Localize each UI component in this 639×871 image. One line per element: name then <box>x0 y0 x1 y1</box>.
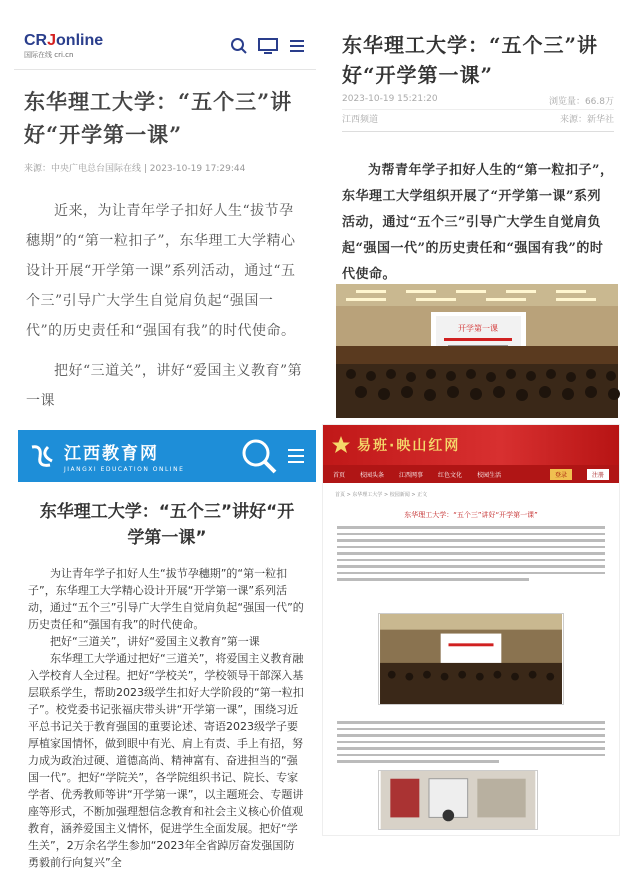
paragraph: 近来，为让青年学子扣好人生“拔节孕穗期”的“第一粒扣子”，东华理工大学精心设计开展“开学第一课”系列活动，通过“五个三”引导广大学生自觉肩负起“强国一代”的历史责任和“强国有我”的时代使命。 <box>26 203 296 340</box>
menu-icon[interactable] <box>288 37 306 55</box>
article-title: 东华理工大学：“五个三”讲好“开学第一课” <box>342 33 599 87</box>
view-count: 浏览量：66.8万 <box>548 97 614 107</box>
article-text-block <box>323 717 619 767</box>
article-meta: 来源：中央广电总台国际在线 | 2023-10-19 17:29:44 <box>24 164 246 175</box>
article-title: 东华理工大学：“五个三”讲好“开学第一课” <box>24 89 293 147</box>
jxedu-article-panel <box>18 430 316 869</box>
nav-item[interactable]: 校园头条 <box>360 471 385 479</box>
star-logo-icon <box>331 435 351 455</box>
jxedu-logo[interactable]: 江西教育网 JIANGXI EDUCATION ONLINE <box>28 439 184 473</box>
login-button[interactable]: 登录 <box>550 469 572 480</box>
assembly-hall-photo <box>378 613 564 705</box>
article-body: 为帮青年学子扣好人生的“第一粒扣子”，东华理工大学组织开展了“开学第一课”系列活动，通过“五个三”引导广大学生自觉肩负起“强国一代”的历史责任和“强国有我”的时代使命。 <box>342 163 614 282</box>
xinhua-article-panel <box>330 22 626 422</box>
nav-item[interactable]: 首页 <box>333 471 346 479</box>
article-body <box>26 196 304 456</box>
article-text-block <box>323 526 619 581</box>
search-icon[interactable] <box>230 37 248 55</box>
cri-article-panel <box>14 22 316 427</box>
article-date: 2023-10-19 15:21:20 <box>342 94 438 104</box>
search-icon[interactable] <box>240 437 278 475</box>
site-banner <box>323 425 619 465</box>
paragraph: 把好“三道关”，讲好“爱国主义教育”第一课 <box>50 635 260 648</box>
cri-logo[interactable]: CRJonline 国际在线 cri.cn <box>24 32 104 59</box>
top-nav <box>323 465 619 483</box>
jx-logo-icon <box>28 441 58 471</box>
nav-item[interactable]: 校园生活 <box>477 471 502 479</box>
exhibition-photo <box>378 770 538 830</box>
assembly-hall-photo <box>336 284 618 418</box>
site-name: 易班·映山红网 <box>357 438 461 454</box>
article-title: 东华理工大学：“五个三”讲好“开学第一课” <box>39 502 295 548</box>
cri-header <box>14 22 316 70</box>
source: 来源：新华社 <box>559 115 614 125</box>
paragraph: 把好“三道关”，讲好“爱国主义教育”第一课 <box>26 363 303 410</box>
register-button[interactable]: 注册 <box>587 469 609 480</box>
breadcrumb: 首页 > 东华理工大学 > 校园新闻 > 正文 <box>335 492 428 498</box>
channel: 江西频道 <box>342 115 379 125</box>
tv-icon[interactable] <box>258 37 278 55</box>
paragraph: 为让青年学子扣好人生“拔节孕穗期”的“第一粒扣子”，东华理工大学精心设计开展“开学第一课”系列活动，通过“五个三”引导广大学生自觉肩负起“强国一代”的历史责任和“强国有我”的时代使命。 <box>28 567 304 631</box>
yiban-article-panel <box>322 424 620 836</box>
article-body <box>28 565 306 871</box>
paragraph: 东华理工大学通过把好“三道关”，将爱国主义教育融入学校育人全过程。把好“学校关”，学校领导干部深入基层联系学生，帮助2023级学生扣好大学阶段的“第一粒扣子”。校党委书记张福庆带头讲“开学第一课”，围绕习近平总书记关于教育强国的重要论述、寄语2023级学子要厚植家国情怀，做到眼中有光、肩上有责、手上有招，努力成为政治过硬、道德高尚、精神富有、奋进担当的“强国一代”。把好“学院关”，各学院组织书记、院长、专家学者、优秀教师等讲“开学第一课”，以主题班会、专题讲座等形式，不断加强理想信念教育和社会主义核心价值观教育，涵养爱国主义情怀，促进学生全面发展。把好“学生关”，2万余名学生参加“2023年全省踔厉奋发强国防 勇毅前行向复兴”全 <box>28 652 304 869</box>
nav-item[interactable]: 红色文化 <box>438 471 463 479</box>
stage-screen-text: 开学第一课 <box>458 324 498 333</box>
menu-icon[interactable] <box>286 447 306 465</box>
site-banner <box>18 430 316 482</box>
nav-item[interactable]: 江西网事 <box>399 471 424 479</box>
article-title: 东华理工大学：“五个三”讲好“开学第一课” <box>404 511 538 519</box>
